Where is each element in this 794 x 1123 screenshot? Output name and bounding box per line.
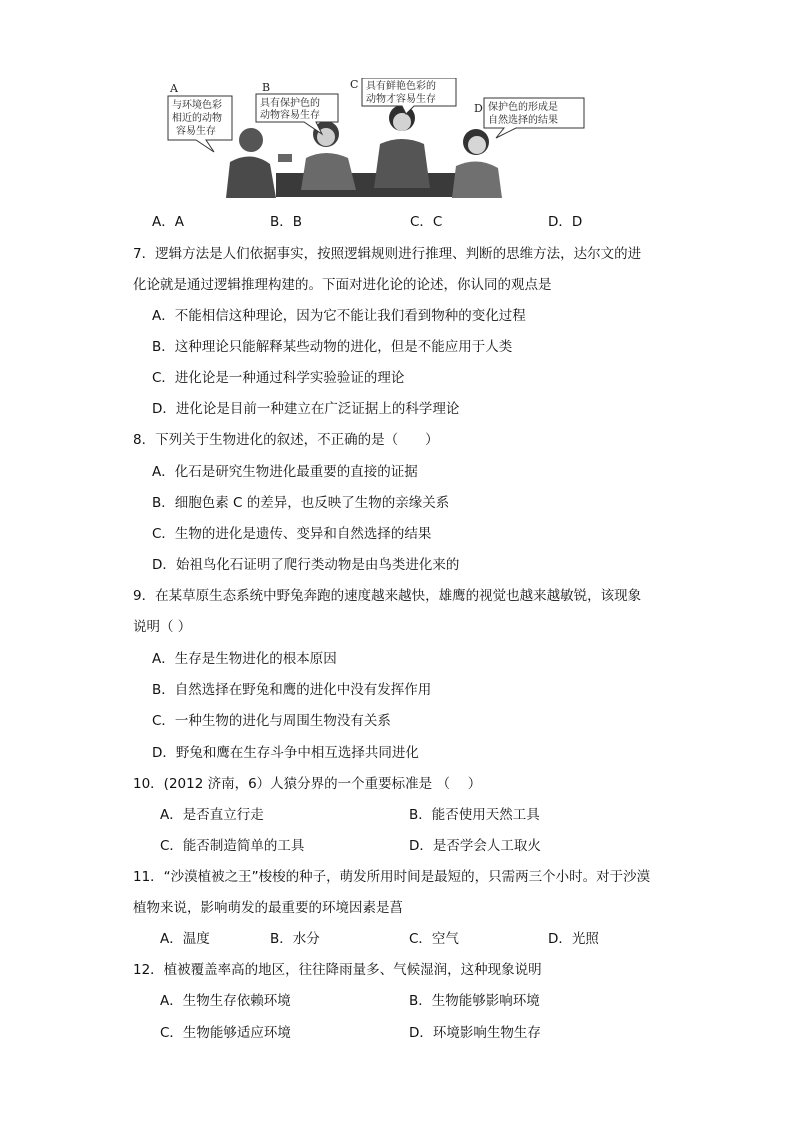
bubble-a-line-2: 相近的动物 — [172, 113, 222, 124]
student-b-figure — [301, 121, 356, 190]
q8-option-a[interactable]: A．化石是研究生物进化最重要的直接的证据 — [152, 464, 418, 480]
q11-stem-line-1: 11．“沙漠植被之王”梭梭的种子，萌发所用时间是最短的，只需两三个小时。对于沙漠 — [133, 869, 651, 885]
q11-option-d[interactable]: D．光照 — [548, 931, 599, 947]
q7-option-d[interactable]: D．进化论是目前一种建立在广泛证据上的科学理论 — [152, 401, 460, 417]
q7-option-c[interactable]: C．进化论是一种通过科学实验验证的理论 — [152, 370, 405, 386]
bubble-a-line-3: 容易生存 — [176, 126, 216, 137]
q9-stem-line-1: 9．在某草原生态系统中野兔奔跑的速度越来越快，雄鹰的视觉也越来越敏锐，该现象 — [133, 588, 642, 604]
q10-option-b[interactable]: B．能否使用天然工具 — [409, 807, 540, 823]
bubble-d-line-2: 自然选择的结果 — [488, 115, 558, 126]
label-d: D — [474, 102, 483, 115]
q6-option-c[interactable]: C．C — [410, 214, 443, 230]
q12-option-d[interactable]: D．环境影响生物生存 — [409, 1025, 541, 1041]
four-students-discussing-image — [166, 78, 588, 200]
q10-stem: 10．(2012 济南，6）人猿分界的一个重要标准是 （ ） — [133, 776, 482, 792]
label-b: B — [262, 81, 271, 94]
q10-option-c[interactable]: C．能否制造简单的工具 — [160, 838, 305, 854]
q9-option-d[interactable]: D．野兔和鹰在生存斗争中相互选择共同进化 — [152, 745, 419, 761]
q12-option-a[interactable]: A．生物生存依赖环境 — [160, 993, 291, 1009]
bubble-c-line-1: 具有鲜艳色彩的 — [366, 81, 436, 92]
q9-option-b[interactable]: B．自然选择在野兔和鹰的进化中没有发挥作用 — [152, 682, 432, 698]
q11-option-b[interactable]: B．水分 — [270, 931, 320, 947]
q8-option-d[interactable]: D．始祖鸟化石证明了爬行类动物是由鸟类进化来的 — [152, 557, 460, 573]
q11-option-a[interactable]: A．温度 — [160, 931, 210, 947]
q12-option-c[interactable]: C．生物能够适应环境 — [160, 1025, 291, 1041]
q6-option-b[interactable]: B．B — [270, 214, 303, 230]
q7-option-b[interactable]: B．这种理论只能解释某些动物的进化，但是不能应用于人类 — [152, 339, 513, 355]
q12-option-b[interactable]: B．生物能够影响环境 — [409, 993, 540, 1009]
speech-bubble-d — [484, 98, 584, 138]
bubble-b-line-2: 动物容易生存 — [260, 110, 320, 121]
q8-stem: 8．下列关于生物进化的叙述，不正确的是（ ） — [133, 432, 439, 448]
bubble-c-line-2: 动物才容易生存 — [366, 94, 436, 105]
q11-option-c[interactable]: C．空气 — [409, 931, 459, 947]
bubble-d-line-1: 保护色的形成是 — [488, 102, 558, 113]
q8-option-b[interactable]: B．细胞色素 C 的差异，也反映了生物的亲缘关系 — [152, 495, 450, 511]
bubble-a-line-1: 与环境色彩 — [172, 100, 222, 111]
q12-stem: 12．植被覆盖率高的地区，往往降雨量多、气候湿润，这种现象说明 — [133, 962, 542, 978]
q7-stem-line-1: 7．逻辑方法是人们依据事实，按照逻辑规则进行推理、判断的思维方法，达尔文的进 — [133, 246, 642, 262]
label-a: A — [170, 82, 178, 95]
q10-option-d[interactable]: D．是否学会人工取火 — [409, 838, 541, 854]
q6-option-a[interactable]: A．A — [152, 214, 184, 230]
label-c: C — [350, 78, 359, 91]
q9-option-c[interactable]: C．一种生物的进化与周围生物没有关系 — [152, 713, 391, 729]
speech-bubble-c — [362, 78, 456, 114]
discussion-illustration — [166, 78, 588, 200]
q10-option-a[interactable]: A．是否直立行走 — [160, 807, 264, 823]
bubble-b-line-1: 具有保护色的 — [260, 98, 320, 109]
q7-option-a[interactable]: A．不能相信这种理论，因为它不能让我们看到物种的变化过程 — [152, 308, 526, 324]
student-d-figure — [452, 129, 502, 198]
q8-option-c[interactable]: C．生物的进化是遗传、变异和自然选择的结果 — [152, 526, 432, 542]
q11-stem-line-2: 植物来说，影响萌发的最重要的环境因素是菖 — [133, 900, 403, 916]
q9-stem-line-2: 说明（ ） — [133, 619, 192, 635]
speech-bubble-a — [168, 96, 232, 152]
student-c-figure — [374, 105, 430, 188]
q7-stem-line-2: 化论就是通过逻辑推理构建的。下面对进化论的论述，你认同的观点是 — [133, 277, 552, 293]
q9-option-a[interactable]: A．生存是生物进化的根本原因 — [152, 651, 337, 667]
q6-option-d[interactable]: D．D — [548, 214, 583, 230]
